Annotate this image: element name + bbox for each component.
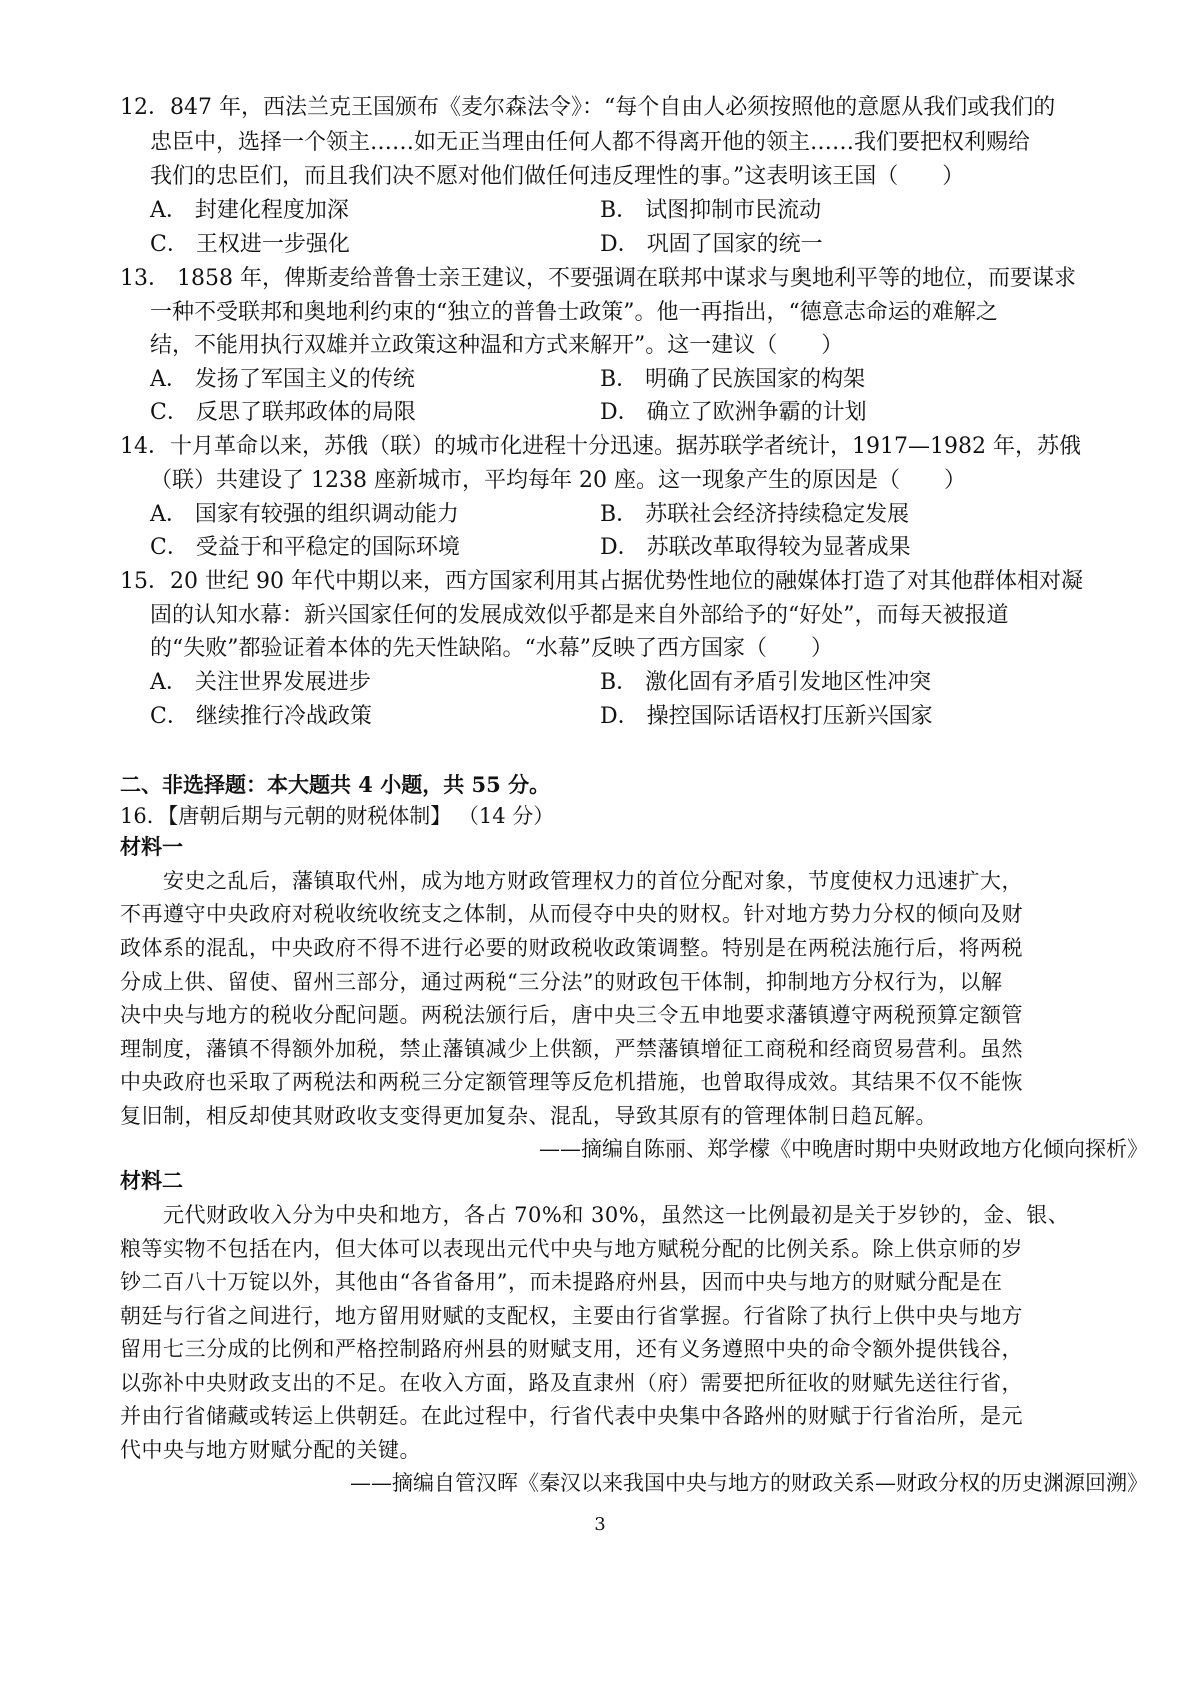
- question-14-line-1: 14．十月革命以来，苏俄（联）的城市化进程十分迅速。据苏联学者统计，1917—1982 年，苏俄: [120, 434, 1081, 459]
- material-2-citation: ——摘编自管汉晖《秦汉以来我国中央与地方的财政关系—财政分权的历史渊源回溯》: [350, 1471, 1148, 1495]
- question-14-line-2: （联）共建设了 1238 座新城市，平均每年 20 座。这一现象产生的原因是（ ）: [150, 468, 966, 493]
- material-1-line: 决中央与地方的税收分配问题。两税法颁行后，唐中央三令五申地要求藩镇遵守两税预算定额管: [120, 1003, 1023, 1027]
- material-2-line: 代中央与地方财赋分配的关键。: [120, 1438, 421, 1462]
- material-2-label: 材料二: [120, 1168, 183, 1193]
- question-13-line-1: 13． 1858 年，俾斯麦给普鲁士亲王建议，不要强调在联邦中谋求与奥地利平等的地位，而要谋求: [120, 266, 1076, 291]
- material-1-citation: ——摘编自陈丽、郑学檬《中晚唐时期中央财政地方化倾向探析》: [539, 1137, 1148, 1161]
- question-14-option-d: D． 苏联改革取得较为显著成果: [600, 535, 911, 560]
- material-2-line: 朝廷与行省之间进行，地方留用财赋的支配权，主要由行省掌握。行省除了执行上供中央与地方: [120, 1304, 1023, 1328]
- question-15-option-c: C． 继续推行冷战政策: [150, 704, 372, 729]
- material-1-line: 安史之乱后，藩镇取代州，成为地方财政管理权力的首位分配对象，节度使权力迅速扩大，: [120, 869, 1023, 893]
- question-15-line-2: 固的认知水幕：新兴国家任何的发展成效似乎都是来自外部给予的“好处”，而每天被报道: [150, 603, 1009, 628]
- material-2-line: 以弥补中央财政支出的不足。在收入方面，路及直隶州（府）需要把所征收的财赋先送往行省，: [120, 1371, 1023, 1395]
- question-12-option-a: A． 封建化程度加深: [150, 198, 349, 223]
- question-13-line-2: 一种不受联邦和奥地利约束的“独立的普鲁士政策”。他一再指出，“德意志命运的难解之: [150, 300, 998, 325]
- material-1-line: 不再遵守中央政府对税收统收统支之体制，从而侵夺中央的财权。针对地方势力分权的倾向及财: [120, 902, 1023, 926]
- material-1-label: 材料一: [120, 834, 183, 859]
- question-15-line-3: 的“失败”都验证着本体的先天性缺陷。“水幕”反映了西方国家（ ）: [150, 636, 833, 661]
- material-1-line: 分成上供、留使、留州三部分，通过两税“三分法”的财政包干体制，抑制地方分权行为，以解: [120, 970, 1003, 994]
- material-2-line: 粮等实物不包括在内，但大体可以表现出元代中央与地方赋税分配的比例关系。除上供京师的岁: [120, 1237, 1023, 1261]
- question-13-option-b: B． 明确了民族国家的构架: [600, 367, 866, 392]
- question-14-option-b: B． 苏联社会经济持续稳定发展: [600, 502, 910, 527]
- question-16-title: 16．【唐朝后期与元朝的财税体制】 （14 分）: [120, 804, 555, 828]
- question-13-option-a: A． 发扬了军国主义的传统: [150, 367, 415, 392]
- question-13-line-3: 结，不能用执行双雄并立政策这种温和方式来解开”。这一建议（ ）: [150, 333, 844, 358]
- material-1-line: 政体系的混乱，中央政府不得不进行必要的财政税收政策调整。特别是在两税法施行后，将两税: [120, 936, 1023, 960]
- question-15-option-a: A． 关注世界发展进步: [150, 670, 371, 695]
- question-12-option-d: D． 巩固了国家的统一: [600, 232, 823, 257]
- material-1-line: 理制度，藩镇不得额外加税，禁止藩镇减少上供额，严禁藩镇增征工商税和经商贸易营利。虽然: [120, 1037, 1023, 1061]
- material-2-line: 并由行省储藏或转运上供朝廷。在此过程中，行省代表中央集中各路州的财赋于行省治所，是元: [120, 1404, 1023, 1428]
- question-15-line-1: 15．20 世纪 90 年代中期以来，西方国家利用其占据优势性地位的融媒体打造了对其他群体相对凝: [120, 569, 1083, 594]
- material-1-line: 中央政府也采取了两税法和两税三分定额管理等反危机措施，也曾取得成效。其结果不仅不能恢: [120, 1070, 1023, 1094]
- question-15-option-b: B． 激化固有矛盾引发地区性冲突: [600, 670, 932, 695]
- question-14-option-a: A． 国家有较强的组织调动能力: [150, 502, 459, 527]
- material-2-line: 留用七三分成的比例和严格控制路府州县的财赋支用，还有义务遵照中央的命令额外提供钱谷，: [120, 1337, 1023, 1361]
- material-1-line: 复旧制，相反却使其财政收支变得更加复杂、混乱，导致其原有的管理体制日趋瓦解。: [120, 1104, 937, 1128]
- question-13-option-d: D． 确立了欧洲争霸的计划: [600, 400, 867, 425]
- question-12-line-2: 忠臣中，选择一个领主……如无正当理由任何人都不得离开他的领主……我们要把权利赐给: [150, 130, 1031, 155]
- question-12-option-b: B． 试图抑制市民流动: [600, 198, 822, 223]
- question-15-option-d: D． 操控国际话语权打压新兴国家: [600, 704, 933, 729]
- section-heading: 二、非选择题：本大题共 4 小题，共 55 分。: [120, 772, 551, 797]
- question-12-line-3: 我们的忠臣们，而且我们决不愿对他们做任何违反理性的事。”这表明该王国（ ）: [150, 164, 965, 189]
- question-12-line-1: 12．847 年，西法兰克王国颁布《麦尔森法令》：“每个自由人必须按照他的意愿从我们或我们的: [120, 95, 1056, 120]
- material-2-line: 钞二百八十万锭以外，其他由“各省备用”，而未提路府州县，因而中央与地方的财赋分配是在: [120, 1270, 1003, 1294]
- question-12-option-c: C． 王权进一步强化: [150, 232, 350, 257]
- question-13-option-c: C． 反思了联邦政体的局限: [150, 400, 416, 425]
- material-2-line: 元代财政收入分为中央和地方，各占 70%和 30%，虽然这一比例最初是关于岁钞的，金、银、: [120, 1203, 1070, 1227]
- page-number: 3: [594, 1514, 606, 1535]
- question-14-option-c: C． 受益于和平稳定的国际环境: [150, 535, 460, 560]
